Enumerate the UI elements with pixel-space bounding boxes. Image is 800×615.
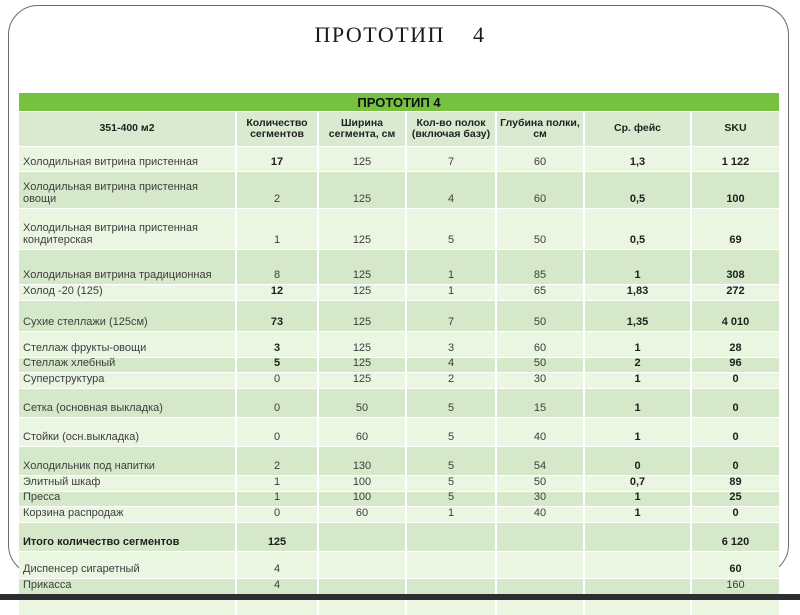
- value-cell: 1: [585, 492, 690, 506]
- value-cell: 54: [497, 447, 583, 475]
- value-cell: 40: [497, 418, 583, 446]
- row-label-cell: Холодильная витрина пристенная кондитерская: [19, 209, 235, 249]
- value-cell: [319, 579, 405, 594]
- value-cell: 12: [237, 285, 317, 300]
- value-cell: 60: [497, 332, 583, 357]
- value-cell: 125: [319, 332, 405, 357]
- value-cell: 5: [407, 492, 495, 506]
- value-cell: 3: [237, 332, 317, 357]
- value-cell: 2: [237, 447, 317, 475]
- value-cell: 3: [407, 332, 495, 357]
- value-cell: 1: [237, 492, 317, 506]
- value-cell: 1: [585, 389, 690, 417]
- value-cell: 8: [237, 250, 317, 284]
- row-label-cell: Элитный шкаф: [19, 476, 235, 491]
- value-cell: [497, 523, 583, 551]
- value-cell: 96: [692, 358, 779, 372]
- table-banner: ПРОТОТИП 4: [19, 93, 779, 111]
- row-label-cell: Сетка (основная выкладка): [19, 389, 235, 417]
- value-cell: [585, 523, 690, 551]
- value-cell: 2: [407, 373, 495, 388]
- value-cell: 73: [237, 301, 317, 331]
- column-header: Ср. фейс: [585, 112, 690, 146]
- value-cell: 50: [497, 301, 583, 331]
- value-cell: 1: [407, 250, 495, 284]
- value-cell: 30: [497, 492, 583, 506]
- value-cell: 125: [319, 147, 405, 171]
- value-cell: 2: [585, 358, 690, 372]
- value-cell: 50: [497, 358, 583, 372]
- value-cell: 60: [692, 552, 779, 578]
- row-label-cell: Холодильник под напитки: [19, 447, 235, 475]
- value-cell: 7: [407, 147, 495, 171]
- row-label-cell: Стеллаж фрукты-овощи: [19, 332, 235, 357]
- row-label-cell: Диспенсер сигаретный: [19, 552, 235, 578]
- value-cell: 160: [692, 579, 779, 594]
- value-cell: 1: [585, 250, 690, 284]
- value-cell: 7: [407, 301, 495, 331]
- value-cell: 60: [319, 418, 405, 446]
- value-cell: 1,83: [585, 285, 690, 300]
- value-cell: [497, 552, 583, 578]
- value-cell: 0: [585, 447, 690, 475]
- value-cell: 0: [237, 389, 317, 417]
- value-cell: 6 120: [692, 523, 779, 551]
- value-cell: 4: [237, 552, 317, 578]
- value-cell: 5: [407, 418, 495, 446]
- value-cell: 17: [237, 147, 317, 171]
- value-cell: 2: [237, 172, 317, 208]
- value-cell: 0: [692, 507, 779, 522]
- value-cell: [407, 523, 495, 551]
- value-cell: 130: [319, 447, 405, 475]
- value-cell: 0: [692, 373, 779, 388]
- column-header: SKU: [692, 112, 779, 146]
- value-cell: 0: [692, 418, 779, 446]
- value-cell: 125: [319, 250, 405, 284]
- row-label-cell: Стойки (осн.выкладка): [19, 418, 235, 446]
- value-cell: 60: [497, 147, 583, 171]
- value-cell: 0,5: [585, 209, 690, 249]
- value-cell: 60: [319, 507, 405, 522]
- column-header: 351-400 м2: [19, 112, 235, 146]
- value-cell: 1: [407, 285, 495, 300]
- row-label-cell: Пресса: [19, 492, 235, 506]
- column-header: Кол-во полок (включая базу): [407, 112, 495, 146]
- value-cell: 5: [407, 476, 495, 491]
- value-cell: 1: [407, 507, 495, 522]
- row-label-cell: Холодильная витрина пристенная: [19, 147, 235, 171]
- column-header: Глубина полки, см: [497, 112, 583, 146]
- row-label-cell: Суперструктура: [19, 373, 235, 388]
- value-cell: 5: [407, 447, 495, 475]
- value-cell: 125: [319, 285, 405, 300]
- value-cell: 1: [237, 476, 317, 491]
- value-cell: 1,3: [585, 147, 690, 171]
- value-cell: 1: [585, 373, 690, 388]
- value-cell: 50: [497, 476, 583, 491]
- bottom-edge-strip: [0, 594, 800, 600]
- value-cell: 1: [585, 418, 690, 446]
- value-cell: 69: [692, 209, 779, 249]
- value-cell: [407, 552, 495, 578]
- value-cell: 0: [692, 389, 779, 417]
- value-cell: 25: [692, 492, 779, 506]
- value-cell: 60: [497, 172, 583, 208]
- value-cell: 125: [237, 523, 317, 551]
- row-label-cell: Стеллаж хлебный: [19, 358, 235, 372]
- value-cell: 100: [319, 492, 405, 506]
- value-cell: 125: [319, 373, 405, 388]
- value-cell: 4: [237, 579, 317, 594]
- value-cell: 5: [407, 209, 495, 249]
- value-cell: 125: [319, 301, 405, 331]
- value-cell: 125: [319, 209, 405, 249]
- value-cell: 125: [319, 172, 405, 208]
- value-cell: [497, 579, 583, 594]
- value-cell: 125: [319, 358, 405, 372]
- value-cell: 4 010: [692, 301, 779, 331]
- value-cell: 1: [585, 332, 690, 357]
- value-cell: 0: [237, 373, 317, 388]
- value-cell: 100: [692, 172, 779, 208]
- value-cell: 5: [237, 358, 317, 372]
- value-cell: 308: [692, 250, 779, 284]
- row-label-cell: Холодильная витрина пристенная овощи: [19, 172, 235, 208]
- value-cell: 50: [319, 389, 405, 417]
- slide-title: ПРОТОТИП 4: [314, 22, 486, 47]
- column-header: Ширина сегмента, см: [319, 112, 405, 146]
- value-cell: 15: [497, 389, 583, 417]
- value-cell: 100: [319, 476, 405, 491]
- row-label-cell: Корзина распродаж: [19, 507, 235, 522]
- value-cell: 65: [497, 285, 583, 300]
- value-cell: 0: [237, 507, 317, 522]
- value-cell: 0,7: [585, 476, 690, 491]
- column-header: Количество сегментов: [237, 112, 317, 146]
- value-cell: 0,5: [585, 172, 690, 208]
- row-label-cell: Холод -20 (125): [19, 285, 235, 300]
- value-cell: 89: [692, 476, 779, 491]
- value-cell: [319, 552, 405, 578]
- prototype-table-wrapper: [19, 93, 779, 615]
- value-cell: 1 122: [692, 147, 779, 171]
- row-label-cell: Прикасса: [19, 579, 235, 594]
- value-cell: [407, 579, 495, 594]
- value-cell: 85: [497, 250, 583, 284]
- value-cell: 30: [497, 373, 583, 388]
- row-label-cell: Итого количество сегментов: [19, 523, 235, 551]
- row-label-cell: Сухие стеллажи (125см): [19, 301, 235, 331]
- value-cell: 1: [237, 209, 317, 249]
- value-cell: [585, 552, 690, 578]
- value-cell: [319, 523, 405, 551]
- value-cell: 1,35: [585, 301, 690, 331]
- value-cell: [585, 579, 690, 594]
- value-cell: 4: [407, 172, 495, 208]
- value-cell: 1: [585, 507, 690, 522]
- value-cell: 0: [237, 418, 317, 446]
- value-cell: 40: [497, 507, 583, 522]
- value-cell: 50: [497, 209, 583, 249]
- value-cell: 5: [407, 389, 495, 417]
- value-cell: 4: [407, 358, 495, 372]
- value-cell: 0: [692, 447, 779, 475]
- value-cell: 28: [692, 332, 779, 357]
- prototype-table: [19, 93, 779, 615]
- value-cell: 272: [692, 285, 779, 300]
- row-label-cell: Холодильная витрина традиционная: [19, 250, 235, 284]
